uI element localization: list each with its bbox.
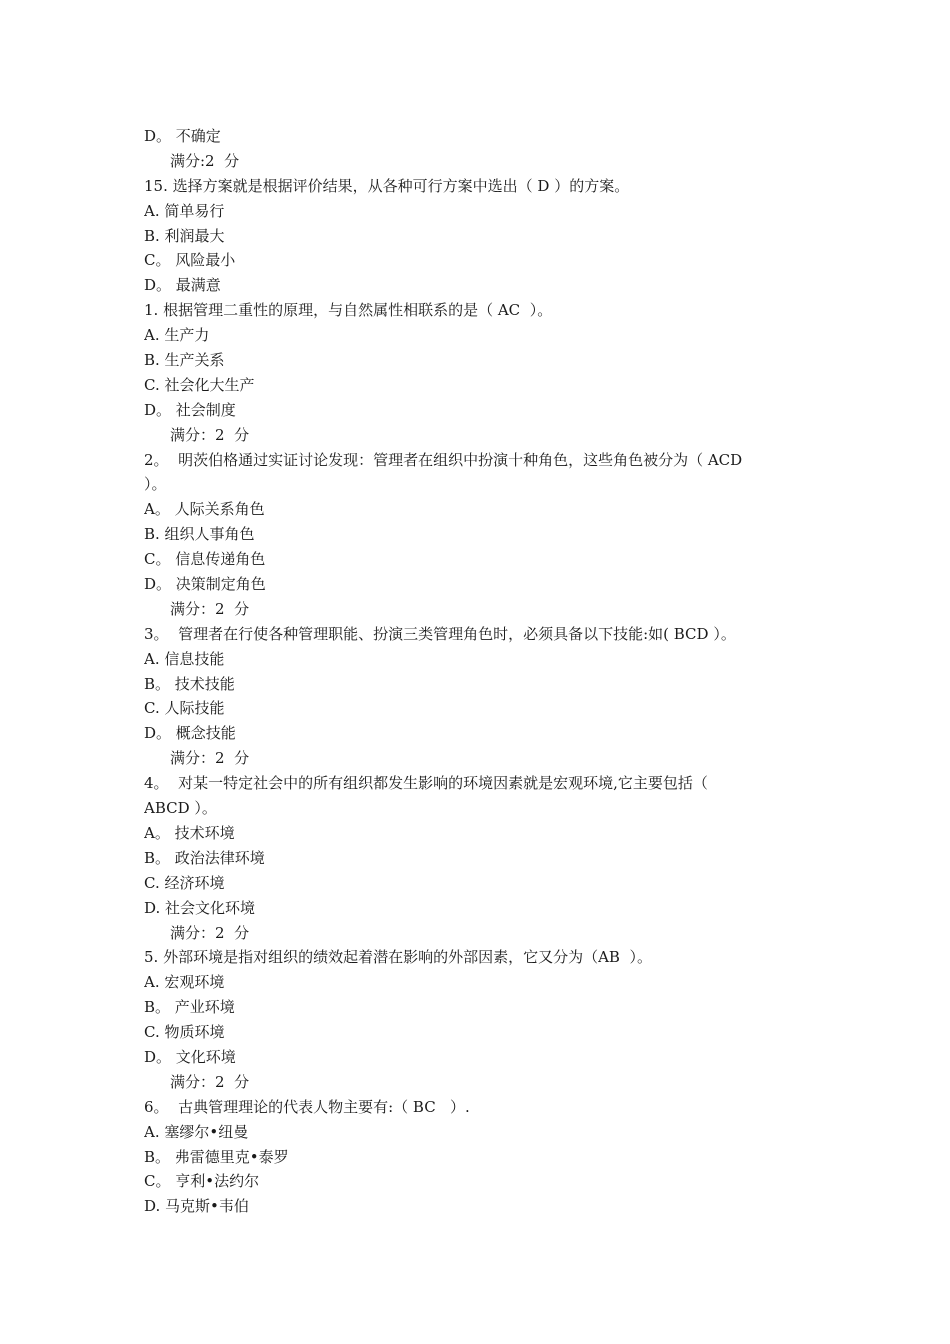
text-line: 6。 古典管理理论的代表人物主要有:（ BC ）.: [144, 1097, 470, 1116]
text-line: B。 政治法律环境: [144, 848, 265, 867]
text-line: C。 亨利•法约尔: [144, 1172, 260, 1191]
text-line: D. 社会文化环境: [144, 898, 256, 917]
text-line: ABCD ）。: [144, 799, 217, 818]
text-line: B. 利润最大: [144, 226, 225, 245]
text-line: C. 物质环境: [144, 1023, 225, 1042]
text-line: B。 技术技能: [144, 674, 235, 693]
text-line: B。 产业环境: [144, 998, 235, 1017]
text-line: 3。 管理者在行使各种管理职能、扮演三类管理角色时，必须具备以下技能:如( BCD ）。: [144, 624, 736, 643]
score-line: 满分：2 分: [170, 749, 250, 768]
text-line: C. 人际技能: [144, 699, 225, 718]
score-line: 满分：2 分: [170, 1072, 250, 1091]
text-line: A。 技术环境: [144, 823, 235, 842]
text-line: C。 信息传递角色: [144, 550, 266, 569]
text-line: D。 概念技能: [144, 724, 236, 743]
text-line: B. 组织人事角色: [144, 525, 255, 544]
text-line: 15. 选择方案就是根据评价结果，从各种可行方案中选出（ D ）的方案。: [144, 176, 630, 195]
text-line: B。 弗雷德里克•泰罗: [144, 1147, 289, 1166]
text-line: A. 宏观环境: [144, 973, 225, 992]
text-line: A. 生产力: [144, 326, 210, 345]
text-line: ）。: [144, 475, 167, 494]
text-line: C. 经济环境: [144, 873, 225, 892]
text-line: A. 简单易行: [144, 201, 225, 220]
text-line: C。 风险最小: [144, 251, 236, 270]
text-line: D。 社会制度: [144, 400, 236, 419]
text-line: 5. 外部环境是指对组织的绩效起着潜在影响的外部因素，它又分为（AB ）。: [144, 948, 652, 967]
document-body: [144, 124, 812, 1219]
text-line: B. 生产关系: [144, 351, 225, 370]
text-line: D。 不确定: [144, 127, 221, 145]
text-line: 4。 对某一特定社会中的所有组织都发生影响的环境因素就是宏观环境,它主要包括（: [144, 774, 708, 793]
score-line: 满分：2 分: [170, 923, 250, 942]
text-line: A。 人际关系角色: [144, 500, 265, 519]
text-line: D。 决策制定角色: [144, 575, 266, 594]
text-line: 1. 根据管理二重性的原理，与自然属性相联系的是（ AC ）。: [144, 301, 553, 320]
text-line: C. 社会化大生产: [144, 375, 255, 394]
text-line: 2。 明茨伯格通过实证讨论发现：管理者在组织中扮演十种角色，这些角色被分为（ ACD: [144, 450, 743, 469]
text-line: D. 马克斯•韦伯: [144, 1197, 249, 1216]
score-line: 满分:2 分: [170, 151, 240, 170]
text-line: A. 信息技能: [144, 649, 225, 668]
text-line: A. 塞缪尔•纽曼: [144, 1122, 249, 1141]
text-line: D。 文化环境: [144, 1047, 236, 1066]
score-line: 满分：2 分: [170, 425, 250, 444]
text-line: D。 最满意: [144, 276, 221, 295]
score-line: 满分：2 分: [170, 599, 250, 618]
